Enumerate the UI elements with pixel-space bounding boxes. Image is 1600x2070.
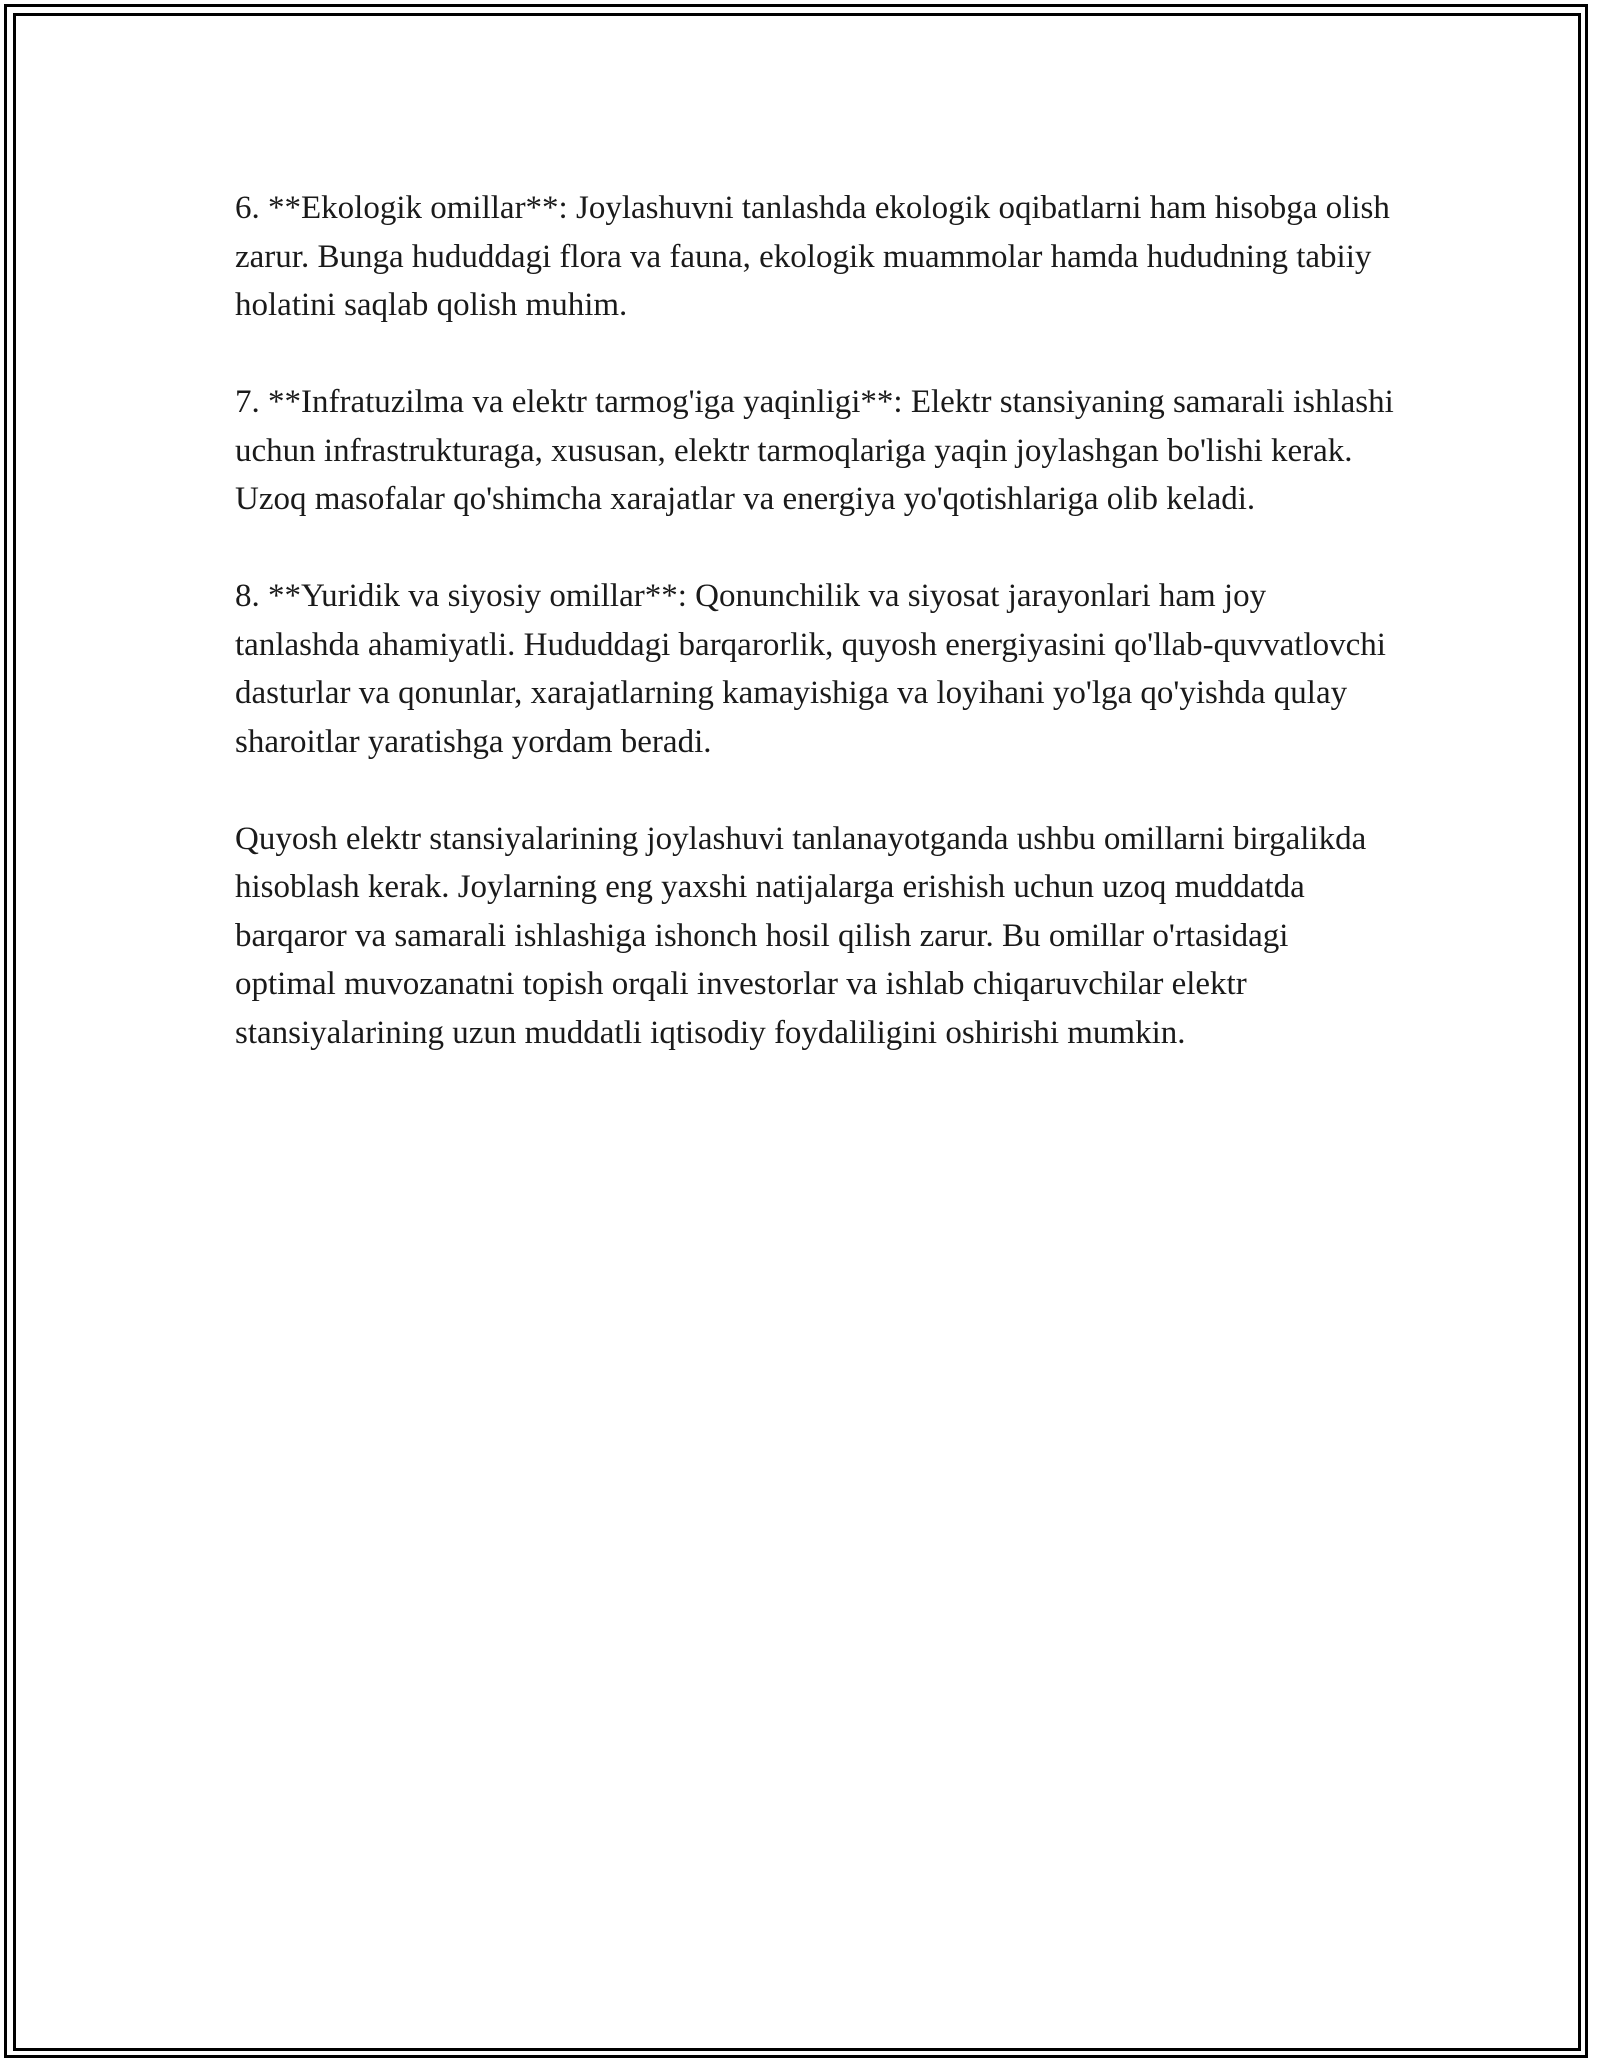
paragraph-legal-political: 8. **Yuridik va siyosiy omillar**: Qonunchilik va siyosat jarayonlari ham joy tanlashda ahamiyatli. Hududdagi barqarorlik, quyosh energiyasini qo'llab-quvvatlovchi dasturlar va qonunlar, xarajatlarning kamayishiga va loyihani yo'lga qo'yishda qulay sharoitlar yaratishga yordam beradi. (235, 578, 1386, 760)
paragraph-ecological-factors: 6. **Ekologik omillar**: Joylashuvni tanlashda ekologik oqibatlarni ham hisobga olish zarur. Bunga hududdagi flora va fauna, ekologik muammolar hamda hududning tabiiy holatini saqlab qolish muhim. (235, 190, 1390, 323)
paragraph-infrastructure: 7. **Infratuzilma va elektr tarmog'iga yaqinligi**: Elektr stansiyaning samarali ishlashi uchun infrastrukturaga, xususan, elektr tarmoqlariga yaqin joylashgan bo'lishi kerak. Uzoq masofalar qo'shimcha xarajatlar va energiya yo'qotishlariga olib keladi. (235, 384, 1394, 517)
paragraph-conclusion: Quyosh elektr stansiyalarining joylashuvi tanlanayotganda ushbu omillarni birgalikda hisoblash kerak. Joylarning eng yaxshi natijalarga erishish uchun uzoq muddatda barqaror va samarali ishlashiga ishonch hosil qilish zarur. Bu omillar o'rtasidagi optimal muvozanatni topish orqali investorlar va ishlab chiqaruvchilar elektr stansiyalarining uzun muddatli iqtisodiy foydaliligini oshirishi mumkin. (235, 820, 1367, 1051)
document-body (235, 184, 1395, 1106)
